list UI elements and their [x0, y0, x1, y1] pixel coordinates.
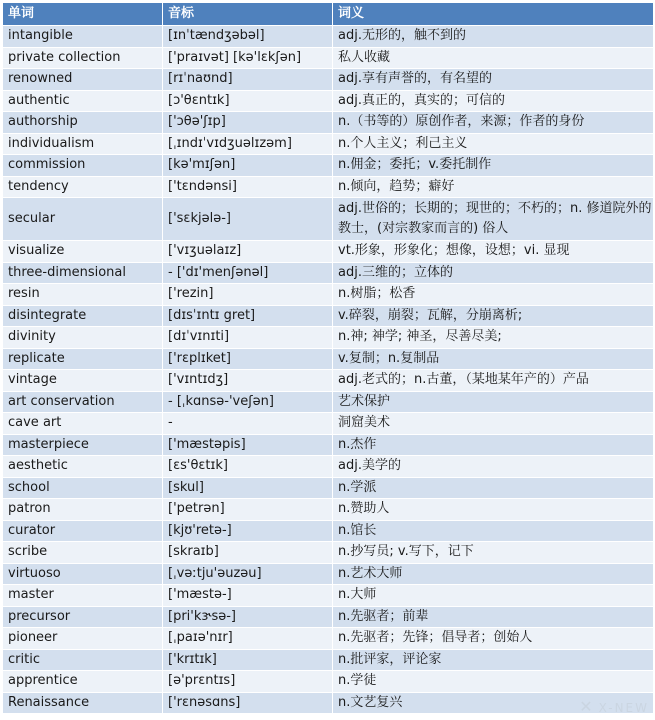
column-header-meaning: 词义: [333, 3, 654, 26]
vocabulary-rows: [3, 26, 654, 714]
column-header-word: 单词: [3, 3, 163, 26]
cell-word: resin: [3, 284, 163, 306]
cell-meaning: n.倾向，趋势；癖好: [333, 176, 654, 198]
cell-word: authorship: [3, 112, 163, 134]
watermark-mark: ✕: [579, 697, 595, 716]
cell-word: renowned: [3, 69, 163, 91]
cell-word: master: [3, 585, 163, 607]
cell-word: apprentice: [3, 671, 163, 693]
table-row: [3, 649, 654, 671]
cell-meaning: adj.美学的: [333, 456, 654, 478]
cell-phonetic: ['vɪʒuəlaɪz]: [163, 241, 333, 263]
cell-word: school: [3, 477, 163, 499]
table-row: [3, 284, 654, 306]
cell-word: commission: [3, 155, 163, 177]
cell-word: precursor: [3, 606, 163, 628]
cell-meaning: adj.老式的；n.古董，（某地某年产的）产品: [333, 370, 654, 392]
table-row: [3, 413, 654, 435]
header-row: [3, 3, 654, 26]
cell-meaning: n.神; 神学; 神圣，尽善尽美;: [333, 327, 654, 349]
cell-phonetic: ['mæstə-]: [163, 585, 333, 607]
cell-phonetic: - ['dɪ'menʃənəl]: [163, 262, 333, 284]
cell-meaning: n.个人主义；利己主义: [333, 133, 654, 155]
table-row: [3, 456, 654, 478]
table-row: [3, 499, 654, 521]
cell-word: intangible: [3, 26, 163, 48]
cell-meaning: v.复制；n.复制品: [333, 348, 654, 370]
cell-word: scribe: [3, 542, 163, 564]
cell-phonetic: [ɔ'θɛntɪk]: [163, 90, 333, 112]
cell-phonetic: [ˌɪndɪˈvɪdʒuəlɪzəm]: [163, 133, 333, 155]
cell-meaning: adj.无形的，触不到的: [333, 26, 654, 48]
cell-meaning: vt.形象，形象化；想像，设想；vi. 显现: [333, 241, 654, 263]
cell-word: pioneer: [3, 628, 163, 650]
table-row: [3, 563, 654, 585]
cell-word: art conservation: [3, 391, 163, 413]
cell-phonetic: [skul]: [163, 477, 333, 499]
cell-phonetic: ['rɛnəsɑns]: [163, 692, 333, 714]
cell-word: individualism: [3, 133, 163, 155]
watermark-text: X-NEW: [598, 701, 649, 715]
cell-meaning: adj.世俗的；长期的；现世的；不朽的；n. 修道院外的教士，(对宗教家而言的) 俗人: [333, 198, 654, 241]
cell-word: disintegrate: [3, 305, 163, 327]
table-row: [3, 327, 654, 349]
cell-meaning: adj.真正的，真实的；可信的: [333, 90, 654, 112]
table-row: [3, 520, 654, 542]
cell-word: patron: [3, 499, 163, 521]
table-row: [3, 133, 654, 155]
table-row: [3, 628, 654, 650]
table-row: [3, 542, 654, 564]
cell-phonetic: [dɪˈvɪnɪti]: [163, 327, 333, 349]
table-row: [3, 176, 654, 198]
cell-meaning: 艺术保护: [333, 391, 654, 413]
cell-meaning: n.佣金；委托；v.委托制作: [333, 155, 654, 177]
cell-meaning: n.学徒: [333, 671, 654, 693]
cell-phonetic: [ˌpaɪə'nɪr]: [163, 628, 333, 650]
table-row: [3, 477, 654, 499]
cell-phonetic: ['praɪvət] [kə'lɛkʃən]: [163, 47, 333, 69]
table-row: [3, 585, 654, 607]
cell-word: vintage: [3, 370, 163, 392]
table-row: [3, 198, 654, 241]
cell-word: aesthetic: [3, 456, 163, 478]
cell-phonetic: ['rezin]: [163, 284, 333, 306]
table-row: [3, 241, 654, 263]
cell-phonetic: [ɛs'θɛtɪk]: [163, 456, 333, 478]
cell-meaning: 洞窟美术: [333, 413, 654, 435]
cell-phonetic: ['krɪtɪk]: [163, 649, 333, 671]
cell-word: critic: [3, 649, 163, 671]
cell-phonetic: ['tɛndənsi]: [163, 176, 333, 198]
table-row: [3, 391, 654, 413]
cell-word: three-dimensional: [3, 262, 163, 284]
cell-word: virtuoso: [3, 563, 163, 585]
table-row: [3, 155, 654, 177]
cell-word: secular: [3, 198, 163, 241]
cell-meaning: n.文艺复兴: [333, 692, 654, 714]
cell-word: replicate: [3, 348, 163, 370]
cell-meaning: n.赞助人: [333, 499, 654, 521]
cell-meaning: n.（书等的）原创作者，来源；作者的身份: [333, 112, 654, 134]
table-row: [3, 112, 654, 134]
cell-phonetic: -: [163, 413, 333, 435]
cell-phonetic: ['rɛplɪket]: [163, 348, 333, 370]
cell-phonetic: [dɪsˈɪntɪ gret]: [163, 305, 333, 327]
cell-phonetic: [rɪˈnaʊnd]: [163, 69, 333, 91]
cell-word: masterpiece: [3, 434, 163, 456]
table-row: [3, 262, 654, 284]
cell-phonetic: ['petrən]: [163, 499, 333, 521]
cell-word: authentic: [3, 90, 163, 112]
cell-meaning: n.馆长: [333, 520, 654, 542]
cell-meaning: 私人收藏: [333, 47, 654, 69]
cell-meaning: n.树脂；松香: [333, 284, 654, 306]
cell-word: divinity: [3, 327, 163, 349]
table-row: [3, 26, 654, 48]
table-row: [3, 90, 654, 112]
cell-word: curator: [3, 520, 163, 542]
cell-meaning: n.杰作: [333, 434, 654, 456]
cell-meaning: n.先驱者；先锋；倡导者；创始人: [333, 628, 654, 650]
table-row: [3, 69, 654, 91]
table-row: [3, 47, 654, 69]
cell-phonetic: ['ɔθə'ʃɪp]: [163, 112, 333, 134]
cell-phonetic: ['mæstəpis]: [163, 434, 333, 456]
cell-phonetic: [skraɪb]: [163, 542, 333, 564]
cell-phonetic: - [ˌkɑnsə-'veʃən]: [163, 391, 333, 413]
cell-meaning: n.批评家，评论家: [333, 649, 654, 671]
cell-meaning: adj.三维的；立体的: [333, 262, 654, 284]
cell-meaning: n.先驱者；前辈: [333, 606, 654, 628]
cell-phonetic: [ˌvəːtju'əuzəu]: [163, 563, 333, 585]
cell-meaning: n.学派: [333, 477, 654, 499]
cell-phonetic: ['vɪntɪdʒ]: [163, 370, 333, 392]
cell-meaning: n.艺术大师: [333, 563, 654, 585]
table-row: [3, 606, 654, 628]
cell-phonetic: [pri'kɝsə-]: [163, 606, 333, 628]
cell-meaning: n.大师: [333, 585, 654, 607]
table-row: [3, 692, 654, 714]
cell-meaning: adj.享有声誉的，有名望的: [333, 69, 654, 91]
table-row: [3, 348, 654, 370]
cell-word: Renaissance: [3, 692, 163, 714]
table-row: [3, 671, 654, 693]
cell-word: cave art: [3, 413, 163, 435]
cell-phonetic: [kə'mɪʃən]: [163, 155, 333, 177]
cell-word: visualize: [3, 241, 163, 263]
cell-phonetic: [ə'prɛntɪs]: [163, 671, 333, 693]
column-header-phonetic: 音标: [163, 3, 333, 26]
cell-phonetic: [kjʊ'retə-]: [163, 520, 333, 542]
vocabulary-table: [2, 2, 654, 714]
cell-phonetic: ['sɛkjələ-]: [163, 198, 333, 241]
table-row: [3, 370, 654, 392]
cell-meaning: n.抄写员; v.写下，记下: [333, 542, 654, 564]
cell-word: tendency: [3, 176, 163, 198]
cell-meaning: v.碎裂，崩裂；瓦解，分崩离析;: [333, 305, 654, 327]
cell-word: private collection: [3, 47, 163, 69]
table-row: [3, 434, 654, 456]
watermark-logo: [579, 697, 649, 716]
table-row: [3, 305, 654, 327]
cell-phonetic: [ɪnˈtændʒəbəl]: [163, 26, 333, 48]
